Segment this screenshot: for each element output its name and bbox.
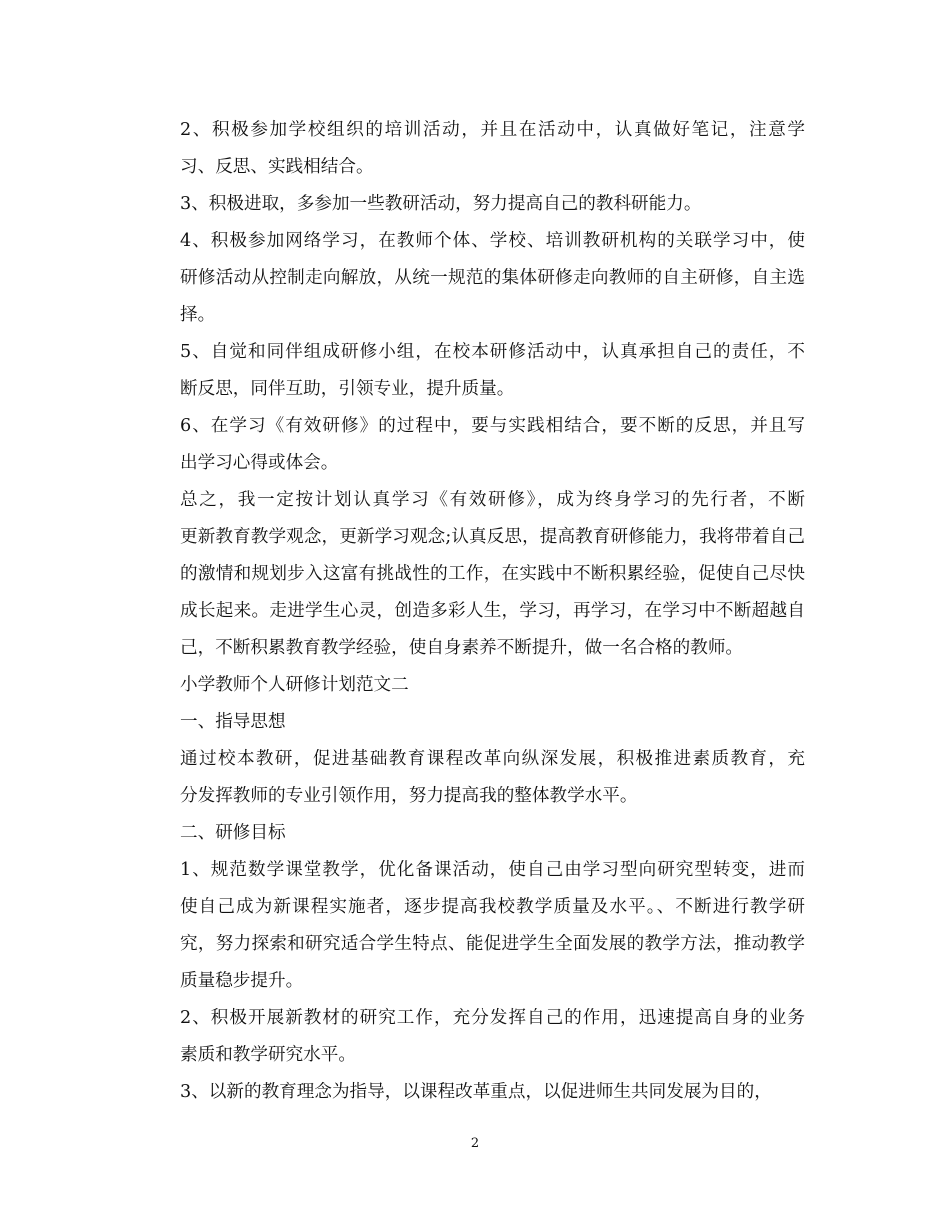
text-line: 更新教育教学观念，更新学习观念;认真反思，提高教育研修能力，我将带着自己 xyxy=(180,527,805,547)
text-line: 断反思，同伴互助，引领专业，提升质量。 xyxy=(180,379,515,399)
paragraph xyxy=(145,112,805,186)
page-number: 2 xyxy=(470,1136,480,1151)
text-line: 5、自觉和同伴组成研修小组，在校本研修活动中，认真承担自己的责任，不 xyxy=(180,342,805,362)
paragraph xyxy=(145,186,805,223)
text-line: 己，不断积累教育教学经验，使自身素养不断提升，做一名合格的教师。 xyxy=(180,638,744,658)
paragraph xyxy=(145,223,805,334)
text-line: 小学教师个人研修计划范文二 xyxy=(180,675,409,695)
paragraph xyxy=(145,667,805,704)
paragraph xyxy=(145,852,805,1000)
text-line: 1、规范数学课堂教学，优化备课活动，使自己由学习型向研究型转变，进而 xyxy=(180,860,805,880)
paragraph xyxy=(145,1074,805,1111)
text-line: 习、反思、实践相结合。 xyxy=(180,157,374,177)
text-line: 3、以新的教育理念为指导，以课程改革重点，以促进师生共同发展为目的， xyxy=(180,1082,772,1102)
paragraph xyxy=(145,815,805,852)
paragraph xyxy=(145,1000,805,1074)
paragraph xyxy=(145,408,805,482)
text-line: 使自己成为新课程实施者，逐步提高我校教学质量及水平。、不断进行教学研 xyxy=(180,897,805,917)
text-line: 出学习心得或体会。 xyxy=(180,453,339,473)
text-line: 质量稳步提升。 xyxy=(180,971,304,991)
paragraph xyxy=(145,741,805,815)
text-line: 6、在学习《有效研修》的过程中，要与实践相结合，要不断的反思，并且写 xyxy=(180,416,805,436)
paragraph xyxy=(145,482,805,667)
text-line: 的激情和规划步入这富有挑战性的工作，在实践中不断积累经验，促使自己尽快 xyxy=(180,564,805,584)
text-line: 研修活动从控制走向解放，从统一规范的集体研修走向教师的自主研修，自主选 xyxy=(180,268,805,288)
paragraph xyxy=(145,334,805,408)
text-line: 成长起来。走进学生心灵，创造多彩人生，学习，再学习，在学习中不断超越自 xyxy=(180,601,805,621)
text-line: 分发挥教师的专业引领作用，努力提高我的整体教学水平。 xyxy=(180,786,638,806)
text-line: 2、积极参加学校组织的培训活动，并且在活动中，认真做好笔记，注意学 xyxy=(180,120,805,140)
text-line: 3、积极进取，多参加一些教研活动，努力提高自己的教科研能力。 xyxy=(180,194,702,214)
text-line: 二、研修目标 xyxy=(180,823,286,843)
text-line: 通过校本教研，促进基础教育课程改革向纵深发展，积极推进素质教育，充 xyxy=(180,749,805,769)
text-line: 总之，我一定按计划认真学习《有效研修》，成为终身学习的先行者，不断 xyxy=(180,490,805,510)
text-line: 素质和教学研究水平。 xyxy=(180,1045,356,1065)
text-line: 择。 xyxy=(180,305,216,325)
document-body xyxy=(145,112,805,1111)
paragraph xyxy=(145,704,805,741)
text-line: 究，努力探索和研究适合学生特点、能促进学生全面发展的教学方法，推动教学 xyxy=(180,934,805,954)
text-line: 2、积极开展新教材的研究工作，充分发挥自己的作用，迅速提高自身的业务 xyxy=(180,1008,805,1028)
text-line: 4、积极参加网络学习，在教师个体、学校、培训教研机构的关联学习中，使 xyxy=(180,231,805,251)
text-line: 一、指导思想 xyxy=(180,712,286,732)
